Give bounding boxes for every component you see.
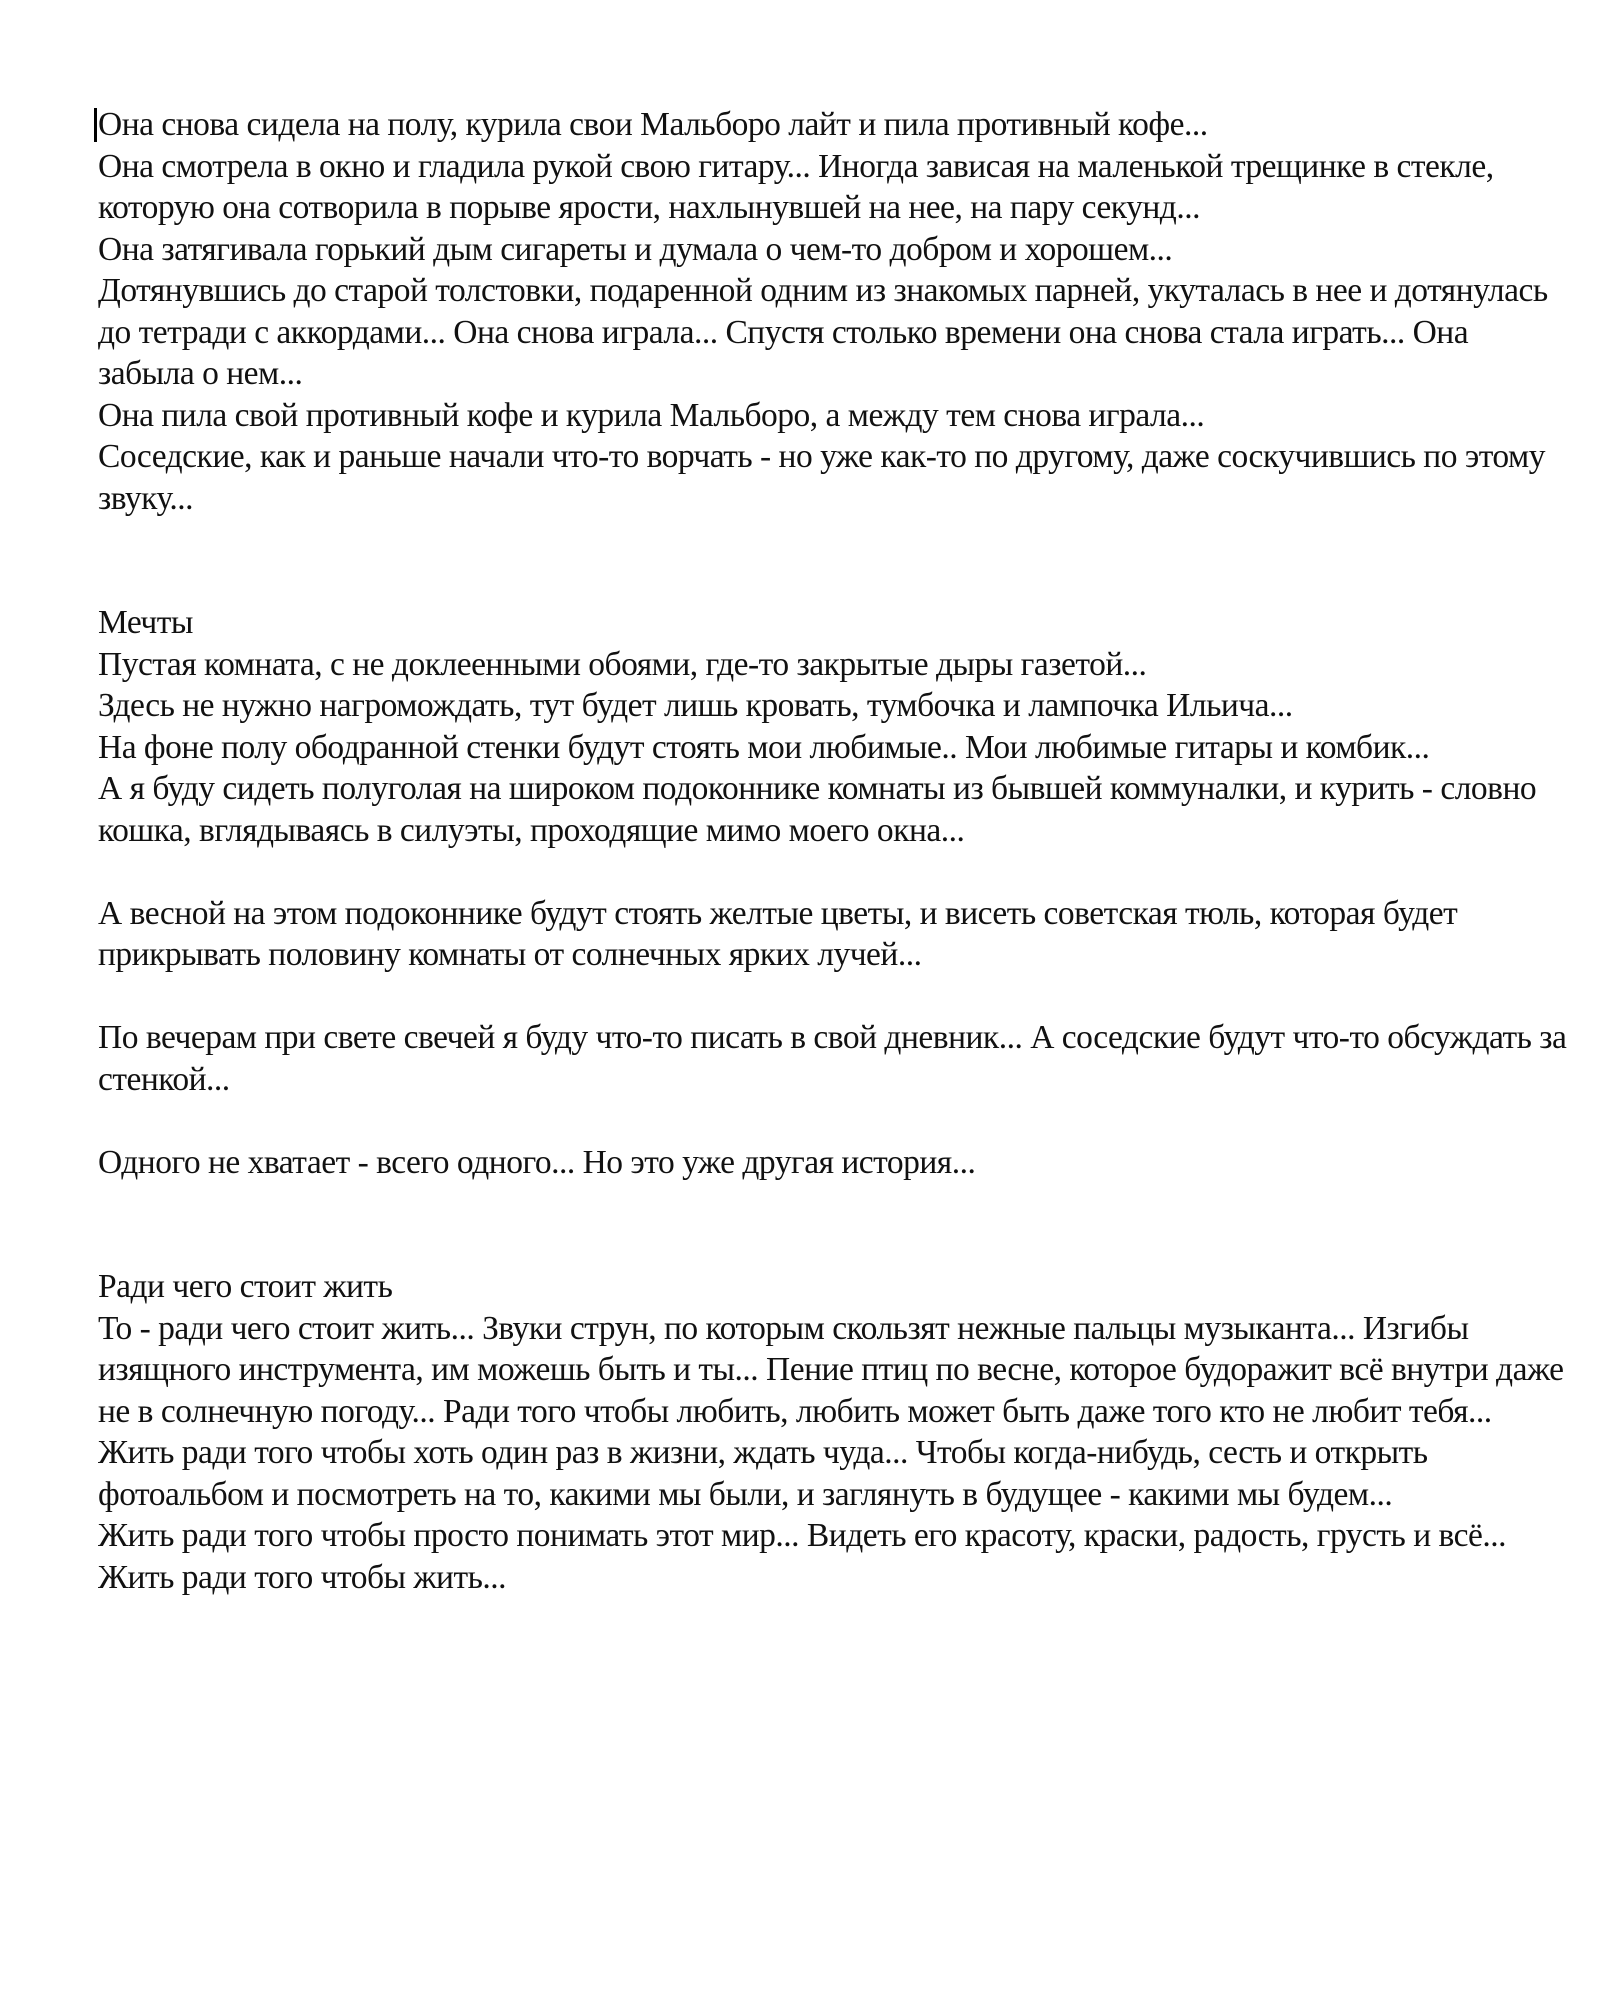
paragraph: По вечерам при свете свечей я буду что-то писать в свой дневник... А соседские будут что-то обсуждать за стенкой...	[98, 1019, 1567, 1098]
story-section	[98, 104, 1568, 519]
paragraph: Дотянувшись до старой толстовки, подаренной одним из знакомых парней, укуталась в нее и дотянулась до тетради с аккордами... Она снова играла... Спустя столько времени она снова стала играть... Она забыла о нем...	[98, 272, 1548, 392]
text-cursor	[94, 108, 97, 142]
section-spacer	[98, 1183, 1568, 1266]
paragraph: А весной на этом подоконнике будут стоять желтые цветы, и висеть советская тюль, которая будет прикрывать половину комнаты от солнечных ярких лучей...	[98, 894, 1458, 973]
paragraph-spacer	[98, 1100, 1568, 1142]
paragraph: Жить ради того чтобы жить...	[98, 1558, 507, 1596]
paragraph: На фоне полу ободранной стенки будут стоять мои любимые.. Мои любимые гитары и комбик...	[98, 728, 1430, 766]
paragraph: Жить ради того чтобы просто понимать этот мир... Видеть его красоту, краски, радость, грусть и всё...	[98, 1517, 1506, 1554]
paragraph: Она затягивала горький дым сигареты и думала о чем-то добром и хорошем...	[98, 230, 1173, 268]
document-page[interactable]	[98, 104, 1568, 1598]
paragraph: Соседские, как и раньше начали что-то ворчать - но уже как-то по другому, даже соскучившись по этому звуку...	[98, 438, 1545, 517]
worth-living-section	[98, 1266, 1568, 1598]
paragraph: Она снова сидела на полу, курила свои Мальборо лайт и пила противный кофе...	[98, 106, 1208, 143]
paragraph: Одного не хватает - всего одного... Но это уже другая история...	[98, 1143, 976, 1181]
paragraph: А я буду сидеть полуголая на широком подоконнике комнаты из бывшей коммуналки, и курить - словно кошка, вглядываясь в силуэты, проходящие мимо моего окна...	[98, 770, 1537, 849]
paragraph: Она смотрела в окно и гладила рукой свою гитару... Иногда зависая на маленькой трещинке в стекле, которую она сотворила в порыве ярости, нахлынувшей на нее, на пару секунд...	[98, 147, 1494, 226]
paragraph: Пустая комната, с не доклеенными обоями, где-то закрытые дыры газетой...	[98, 645, 1147, 683]
section-title: Ради чего стоит жить	[98, 1268, 393, 1305]
paragraph-spacer	[98, 851, 1568, 893]
section-spacer	[98, 519, 1568, 602]
section-title: Мечты	[98, 604, 193, 641]
paragraph: Здесь не нужно нагромождать, тут будет лишь кровать, тумбочка и лампочка Ильича...	[98, 687, 1293, 724]
dreams-section	[98, 602, 1568, 1183]
paragraph: Она пила свой противный кофе и курила Мальборо, а между тем снова играла...	[98, 396, 1205, 434]
paragraph-spacer	[98, 976, 1568, 1018]
paragraph: То - ради чего стоит жить... Звуки струн, по которым скользят нежные пальцы музыканта... Изгибы изящного инструмента, им можешь быть и ты... Пение птиц по весне, которое будоражит всё внутри даже не в солнечную погоду... Ради того чтобы любить, любить может быть даже того кто не любит тебя... Жить ради того чтобы хоть один раз в жизни, ждать чуда... Чтобы когда-нибудь, сесть и открыть фотоальбом и посмотреть на то, какими мы были, и заглянуть в будущее - какими мы будем...	[98, 1309, 1564, 1513]
